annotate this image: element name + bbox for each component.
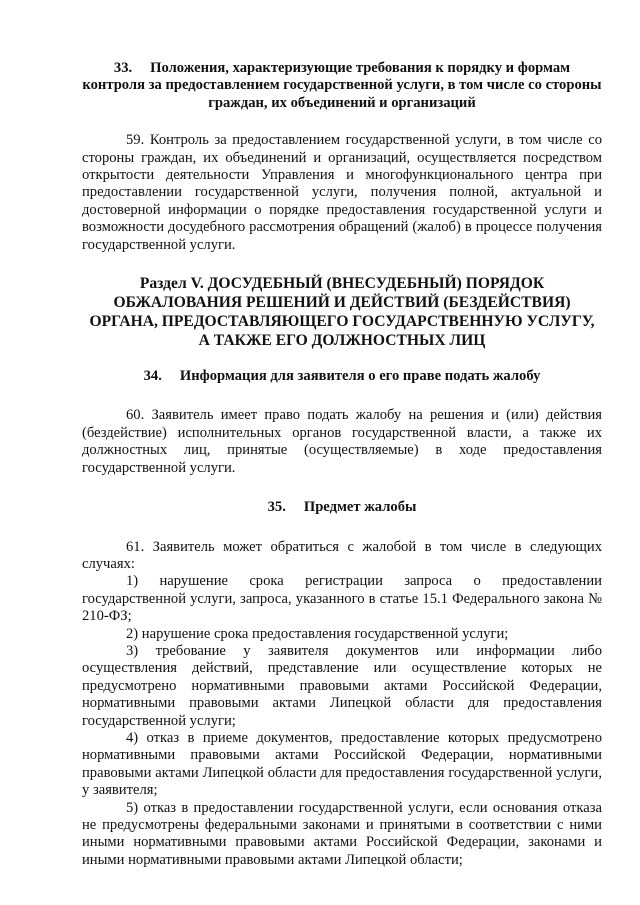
section-33-heading bbox=[82, 60, 602, 112]
paragraph-60: 60. Заявитель имеет право подать жалобу на решения и (или) действия (бездействие) исполнительных органов государственной власти, а также их должностных лиц, принятые (осуществляемые) в ходе предоставления государственной услуги. bbox=[82, 407, 602, 476]
section-33-number: 33. bbox=[113, 60, 133, 76]
section-35-heading bbox=[82, 499, 602, 516]
section-33-title: Положения, характеризующие требования к порядку и формам контроля за предоставлением государственной услуги, в том числе со стороны граждан, их объединений и организаций bbox=[82, 60, 602, 111]
paragraph-59: 59. Контроль за предоставлением государственной услуги, в том числе со стороны граждан, их объединений и организаций, осуществляется посредством открытости деятельности Управления и многофункционального центра при предоставлении государственной услуги, получения полной, актуальной и достоверной информации о порядке предоставления государственной услуги и возможности досудебного рассмотрения обращений (жалоб) в процессе получения государственной услуги. bbox=[82, 132, 602, 253]
section-34-heading bbox=[82, 368, 602, 385]
list-item: 3) требование у заявителя документов или информации либо осуществления действий, представление или осуществление которых не предусмотрено нормативными правовыми актами Российской Федерации, нормативными правовыми актами Липецкой области для предоставления государственной услуги; bbox=[82, 642, 602, 729]
section-35-number: 35. bbox=[267, 499, 286, 516]
list-item: 5) отказ в предоставлении государственной услуги, если основания отказа не предусмотрены федеральными законами и принятыми в соответствии с ними иными нормативными правовыми актами Российской Федерации, законами и иными нормативными правовыми актами Липецкой области; bbox=[82, 799, 602, 868]
list-item: 4) отказ в приеме документов, предоставление которых предусмотрено нормативными правовыми актами Российской Федерации, нормативными правовыми актами Липецкой области для предоставления государственной услуги, у заявителя; bbox=[82, 729, 602, 799]
section-5-title: Раздел V. ДОСУДЕБНЫЙ (ВНЕСУДЕБНЫЙ) ПОРЯДОК ОБЖАЛОВАНИЯ РЕШЕНИЙ И ДЕЙСТВИЙ (БЕЗДЕЙСТВИЯ) ОРГАНА, ПРЕДОСТАВЛЯЮЩЕГО ГОСУДАРСТВЕННУЮ УСЛУГУ, А ТАКЖЕ ЕГО ДОЛЖНОСТНЫХ ЛИЦ bbox=[89, 275, 595, 350]
paragraph-61: 61. Заявитель может обратиться с жалобой в том числе в следующих случаях: bbox=[82, 538, 602, 572]
section-34-title: Информация для заявителя о его праве подать жалобу bbox=[179, 368, 541, 385]
list-item: 1) нарушение срока регистрации запроса о предоставлении государственной услуги, запроса, указанного в статье 15.1 Федерального закона № 210-ФЗ; bbox=[82, 573, 602, 625]
list-item: 2) нарушение срока предоставления государственной услуги; bbox=[126, 625, 509, 642]
section-34-number: 34. bbox=[143, 368, 162, 385]
section-35-title: Предмет жалобы bbox=[303, 499, 417, 516]
